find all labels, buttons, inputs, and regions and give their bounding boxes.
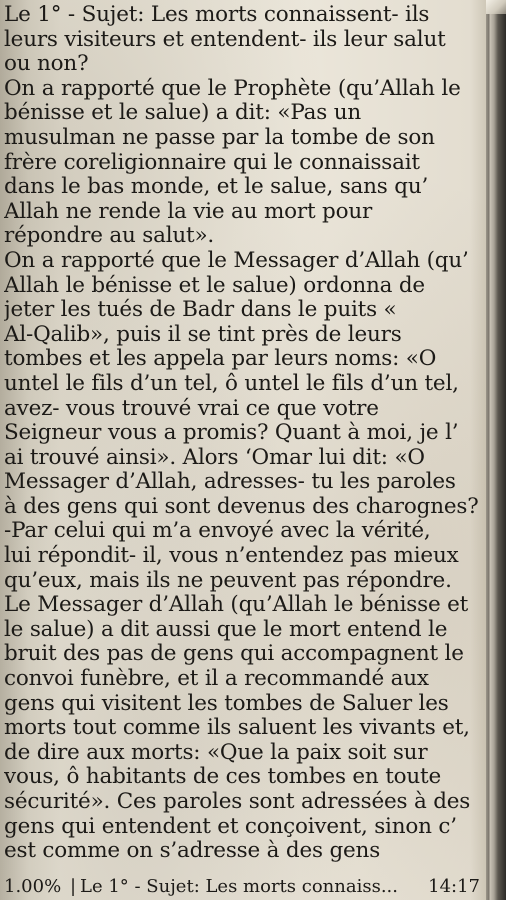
text-line: vous, ô habitants de ces tombes en toute xyxy=(4,765,442,790)
text-line: à des gens qui sont devenus des charognes? xyxy=(4,494,479,519)
text-line: lui répondit- il, vous n’entendez pas mieux xyxy=(4,544,459,569)
text-line: Al-Qalib», puis il se tint près de leurs xyxy=(4,322,402,347)
text-line: qu’eux, mais ils ne peuvent pas répondre. xyxy=(4,568,452,593)
text-line: ai trouvé ainsi». Alors ‘Omar lui dit: «O xyxy=(4,445,425,470)
text-line: leurs visiteurs et entendent- ils leur salut xyxy=(4,27,446,52)
text-line: Messager d’Allah, adresses- tu les paroles xyxy=(4,470,456,495)
text-line: gens qui visitent les tombes de Saluer les xyxy=(4,691,449,716)
text-line: musulman ne passe par la tombe de son xyxy=(4,125,435,150)
clock-time: 14:17 xyxy=(428,876,480,897)
text-line: morts tout comme ils saluent les vivants et, xyxy=(4,716,470,741)
text-line: Le Messager d’Allah (qu’Allah le bénisse et xyxy=(4,593,469,618)
text-line: Allah le bénisse et le salue) ordonna de xyxy=(4,273,425,298)
text-line: ou non? xyxy=(4,52,89,77)
text-line: On a rapporté que le Messager d’Allah (qu’ xyxy=(4,248,469,273)
text-line: jeter les tués de Badr dans le puits « xyxy=(4,298,397,323)
text-line: dans le bas monde, et le salue, sans qu’ xyxy=(4,175,429,200)
text-line: -Par celui qui m’a envoyé avec la vérité, xyxy=(4,519,431,544)
text-line: tombes et les appela par leurs noms: «O xyxy=(4,347,437,372)
text-line: untel le fils d’un tel, ô untel le fils d’un tel, xyxy=(4,371,459,396)
text-line: bénisse et le salue) a dit: «Pas un xyxy=(4,101,362,126)
text-line: avez- vous trouvé vrai ce que votre xyxy=(4,396,379,421)
text-line: convoi funèbre, et il a recommandé aux xyxy=(4,667,429,692)
text-line: sécurité». Ces paroles sont adressées à des xyxy=(4,790,471,814)
text-line: On a rapporté que le Prophète (qu’Allah le xyxy=(4,76,461,101)
page-curl-edge[interactable] xyxy=(486,0,506,900)
text-line: le salue) a dit aussi que le mort entend le xyxy=(4,617,448,642)
text-line: gens qui entendent et conçoivent, sinon c’ xyxy=(4,814,457,839)
text-line: frère coreligionnaire qui le connaissait xyxy=(4,150,420,175)
text-line: Seigneur vous a promis? Quant à moi, je l’ xyxy=(4,421,459,446)
reading-text[interactable] xyxy=(4,3,484,864)
status-bar xyxy=(0,874,486,900)
text-line: Allah ne rende la vie au mort pour xyxy=(4,199,373,224)
status-separator: | xyxy=(70,876,77,897)
text-line: est comme on s’adresse à des gens xyxy=(4,839,381,864)
text-line: répondre au salut». xyxy=(4,224,215,249)
reading-progress: 1.00% xyxy=(4,876,62,897)
chapter-title: Le 1° - Sujet: Les morts connaiss... xyxy=(80,876,398,897)
text-line: Le 1° - Sujet: Les morts connaissent- ils xyxy=(4,3,430,27)
text-line: bruit des pas de gens qui accompagnent le xyxy=(4,642,464,667)
text-line: de dire aux morts: «Que la paix soit sur xyxy=(4,740,428,765)
